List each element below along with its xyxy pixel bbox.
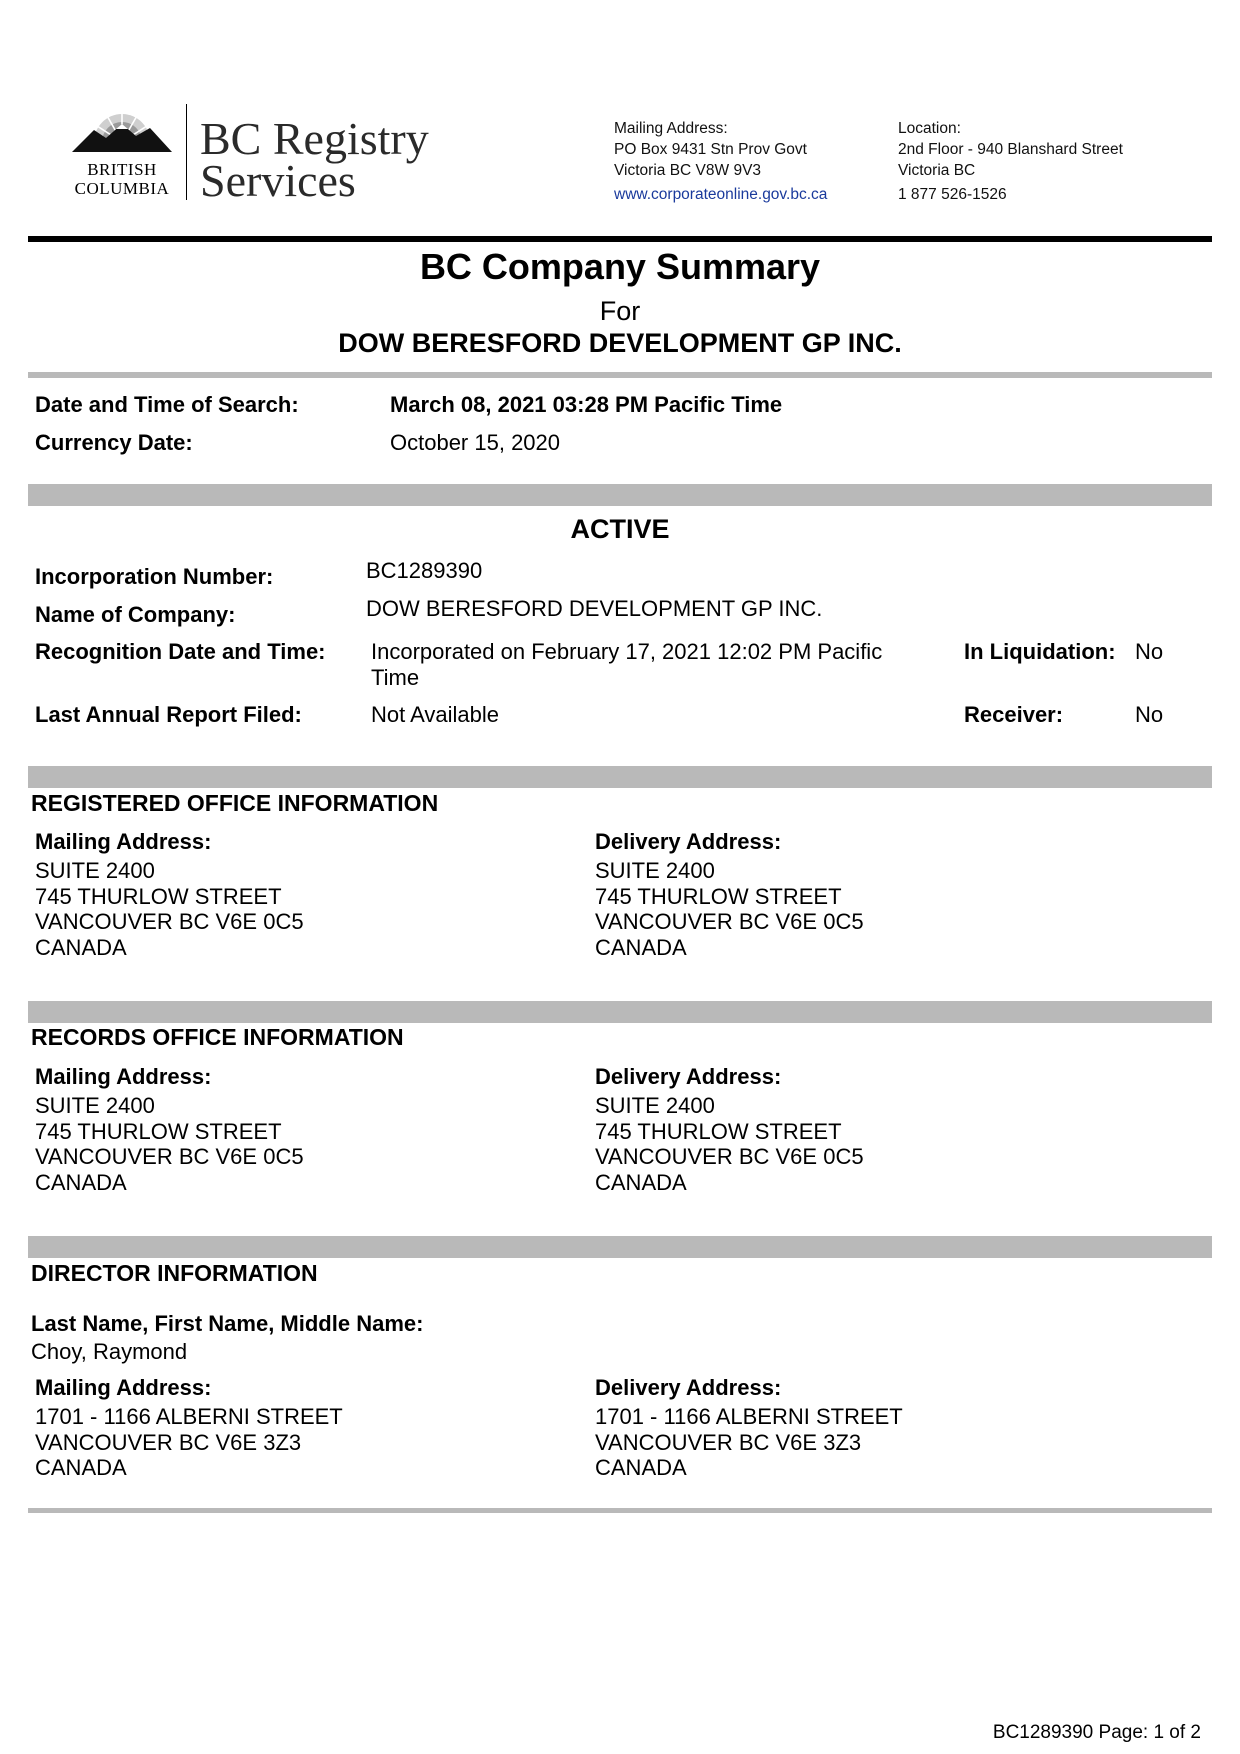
address-line: CANADA [35,1169,127,1195]
section-bar [28,1236,1212,1258]
company-name-label: Name of Company: [35,602,236,627]
registered-delivery-label: Delivery Address: [595,829,782,854]
section-bar [28,1001,1212,1023]
status-badge: ACTIVE [570,514,670,544]
search-date-label: Date and Time of Search: [35,392,299,417]
recognition-label: Recognition Date and Time: [35,639,326,664]
address-line: 1701 - 1166 ALBERNI STREET [35,1404,343,1429]
section-bar [28,766,1212,788]
header-mailing-line1: PO Box 9431 Stn Prov Govt [614,141,807,158]
incorporation-number-value: BC1289390 [366,558,483,583]
address-line: 745 THURLOW STREET [595,883,842,909]
header-location-label: Location: [898,120,961,137]
header-location-line2: Victoria BC [898,162,976,179]
page-title: BC Company Summary [419,246,821,287]
recognition-value [371,639,882,691]
records-delivery-address [595,1093,864,1195]
logo-british: BRITISH [87,160,157,179]
records-office-title: RECORDS OFFICE INFORMATION [31,1024,404,1050]
header-divider [28,236,1212,242]
address-line: SUITE 2400 [35,858,155,883]
section-bar [28,484,1212,506]
address-line: SUITE 2400 [595,858,715,883]
logo-divider [186,104,187,200]
title-for: For [599,296,641,326]
end-divider [28,1508,1212,1513]
address-line: VANCOUVER BC V6E 0C5 [35,1144,304,1169]
currency-date-value: October 15, 2020 [390,430,561,455]
receiver-value: No [1135,702,1164,727]
address-line: CANADA [595,1169,687,1195]
address-line: CANADA [35,1455,127,1480]
records-mailing-label: Mailing Address: [35,1064,212,1089]
records-delivery-label: Delivery Address: [595,1064,782,1089]
page-footer: BC1289390 Page: 1 of 2 [992,1722,1201,1743]
logo-registry-line1: BC Registry [200,113,429,164]
address-line: SUITE 2400 [35,1093,155,1118]
address-line: 745 THURLOW STREET [35,1118,282,1144]
address-line: VANCOUVER BC V6E 0C5 [35,909,304,934]
search-date-value: March 08, 2021 03:28 PM Pacific Time [390,392,783,417]
director-name-value: Choy, Raymond [31,1339,188,1364]
logo-columbia: COLUMBIA [74,179,170,198]
header-location-line1: 2nd Floor - 940 Blanshard Street [898,141,1123,158]
director-title: DIRECTOR INFORMATION [31,1260,318,1286]
address-line: CANADA [595,934,687,960]
recognition-line1: Incorporated on February 17, 2021 12:02 PM Pacific [371,639,883,664]
registered-office-title: REGISTERED OFFICE INFORMATION [31,790,439,816]
header-phone: 1 877 526-1526 [898,186,1007,203]
registered-delivery-address [595,858,864,960]
annual-report-value: Not Available [371,702,500,727]
address-line: VANCOUVER BC V6E 0C5 [595,1144,864,1169]
director-name-label: Last Name, First Name, Middle Name: [31,1311,424,1336]
address-line: VANCOUVER BC V6E 0C5 [595,909,864,934]
address-line: SUITE 2400 [595,1093,715,1118]
director-delivery-label: Delivery Address: [595,1375,782,1400]
address-line: VANCOUVER BC V6E 3Z3 [595,1429,862,1455]
address-line: CANADA [595,1455,687,1480]
company-title: DOW BERESFORD DEVELOPMENT GP INC. [338,328,902,358]
director-mailing-address [35,1404,343,1481]
header-mailing-label: Mailing Address: [614,120,728,137]
annual-report-label: Last Annual Report Filed: [35,702,302,727]
sun-mountain-icon [70,102,174,152]
receiver-label: Receiver: [964,702,1064,727]
recognition-line2: Time [371,665,420,690]
liquidation-label: In Liquidation: [964,639,1116,664]
address-line: VANCOUVER BC V6E 3Z3 [35,1429,302,1455]
director-delivery-address [595,1404,903,1481]
address-line: CANADA [35,934,127,960]
header-mailing-block [614,118,827,205]
liquidation-value: No [1135,639,1164,664]
header-mailing-line2: Victoria BC V8W 9V3 [614,162,762,179]
header-location-block [898,118,1123,205]
logo-registry-line2: Services [200,155,356,206]
registered-mailing-label: Mailing Address: [35,829,212,854]
currency-date-label: Currency Date: [35,430,193,455]
registered-mailing-address [35,858,304,960]
company-name-value: DOW BERESFORD DEVELOPMENT GP INC. [366,596,823,621]
title-divider [28,372,1212,378]
director-mailing-label: Mailing Address: [35,1375,212,1400]
bc-government-logo [70,102,174,198]
incorporation-number-label: Incorporation Number: [35,564,274,589]
address-line: 745 THURLOW STREET [35,883,282,909]
records-mailing-address [35,1093,304,1195]
website-link[interactable]: www.corporateonline.gov.bc.ca [614,186,828,203]
address-line: 745 THURLOW STREET [595,1118,842,1144]
address-line: 1701 - 1166 ALBERNI STREET [595,1404,903,1429]
